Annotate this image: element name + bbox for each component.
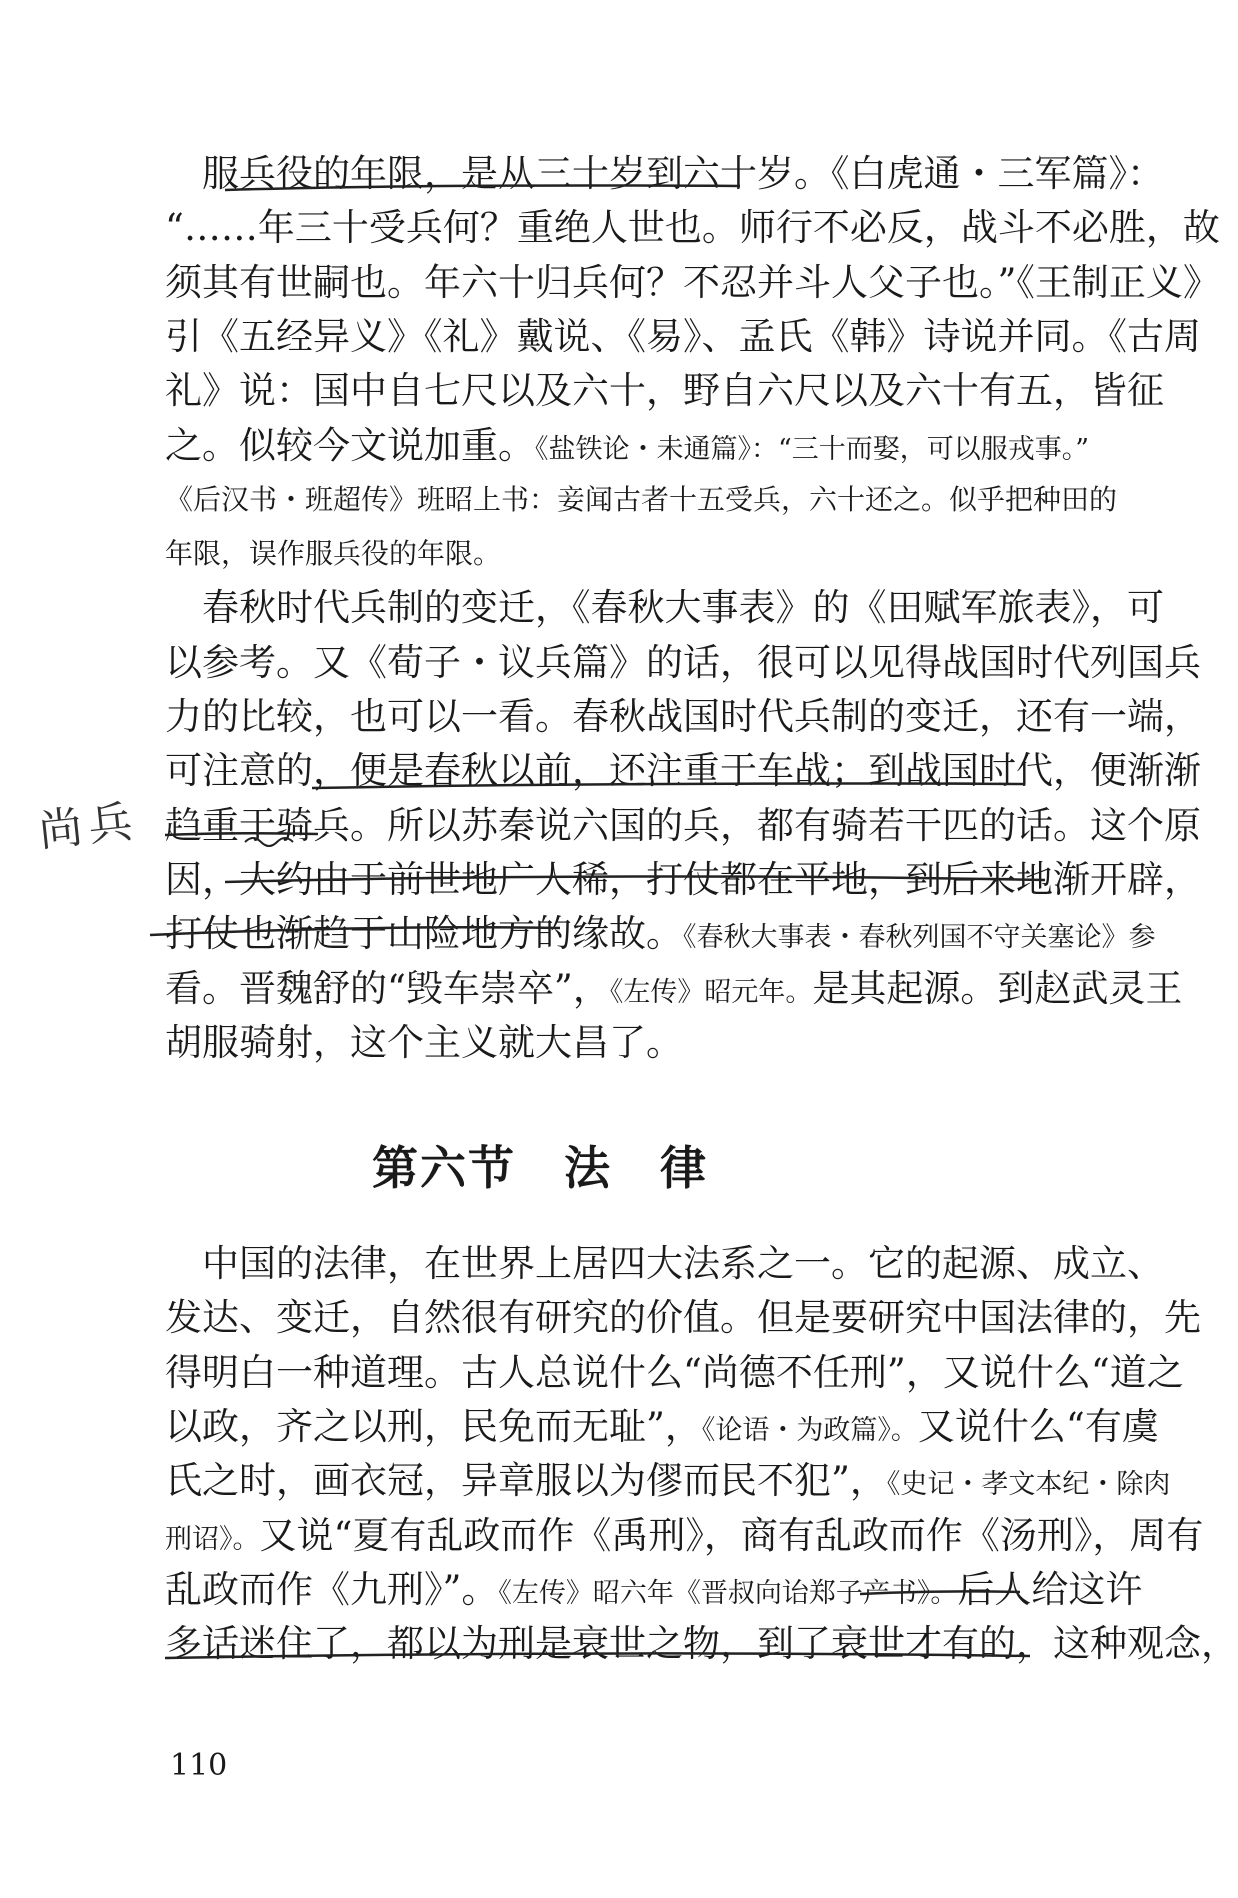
text-run: 得明白一种道理。古人总说什么“尚德不任刑”，又说什么“道之 [165, 1350, 1184, 1394]
text-run: 春秋时代兵制的变迁，《春秋大事表》的《田赋军旅表》，可 [165, 586, 1164, 630]
text-run: 后人给这许 [957, 1567, 1143, 1611]
text-run: 可注意的，便是春秋以前，还注重于车战；到战国时代，便渐渐 [165, 749, 1201, 793]
inline-note: 《论语・为政篇》。 [701, 1414, 918, 1446]
text-run: 又说“夏有乱政而作《禹刑》，商有乱政而作《汤刑》，周有 [259, 1513, 1204, 1557]
text-run: 须其有世嗣也。年六十归兵何？不忍并斗人父子也。”《王制正义》 [165, 260, 1220, 304]
text-line [165, 313, 1201, 361]
inline-note: 《史记・孝文本纪・除肉 [886, 1469, 1171, 1501]
handwritten-margin-note: 尚兵 [36, 795, 141, 858]
text-run: 之。似较今文说加重。 [165, 423, 535, 467]
text-line [165, 150, 1164, 198]
text-run: “……年三十受兵何？重绝人世也。师行不必反，战斗不必胜，故 [165, 206, 1220, 250]
text-run: 中国的法律，在世界上居四大法系之一。它的起源、成立、 [165, 1242, 1164, 1285]
text-line [165, 856, 1201, 904]
text-line [165, 1620, 1238, 1668]
text-line [165, 1403, 1159, 1451]
text-line [165, 1240, 1164, 1288]
text-run: 引《五经异义》《礼》戴说、《易》、孟氏《韩》诗说并同。《古周 [165, 314, 1201, 358]
text-line [165, 802, 1201, 850]
text-run: 服兵役的年限，是从三十岁到六十岁。《白虎通・三军篇》： [165, 152, 1164, 195]
text-line [165, 965, 1183, 1013]
inline-note: 《左传》昭元年。 [609, 976, 813, 1008]
text-run: 又说什么“有虞 [917, 1404, 1159, 1448]
text-run: 因，大约由于前世地广人稀，打仗都在平地，到后来地渐开辟， [165, 857, 1201, 901]
text-run: 《后汉书・班超传》班昭上书：妾闻古者十五受兵，六十还之。似乎把种田的 [165, 482, 1118, 516]
text-line [165, 1349, 1184, 1397]
text-line [165, 584, 1164, 632]
text-line [165, 422, 1090, 470]
text-run: 多话迷住了，都以为刑是衰世之物，到了衰世才有的，这种观念， [165, 1622, 1238, 1666]
text-run: 以政，齐之以刑，民免而无耻”， [165, 1404, 702, 1448]
text-run: 氏之时，画衣冠，异章服以为僇而民不犯”， [165, 1459, 887, 1503]
text-line [165, 476, 1118, 524]
text-line [165, 1512, 1204, 1560]
inline-note: 《盐铁论・未通篇》：“三十而娶，可以服戎事。” [535, 433, 1090, 465]
inline-note: 《春秋大事表・春秋列国不守关塞论》参 [683, 922, 1156, 954]
text-line [165, 693, 1201, 741]
text-line [165, 259, 1220, 307]
text-line [165, 530, 1015, 578]
text-line [165, 1019, 1015, 1067]
text-run: 打仗也渐趋于山险地方的缘故。 [165, 912, 683, 956]
text-run: 力的比较，也可以一看。春秋战国时代兵制的变迁，还有一端， [165, 695, 1201, 738]
text-line [165, 367, 1164, 415]
text-run: 以参考。又《荀子・议兵篇》的话，很可以见得战国时代列国兵 [165, 640, 1201, 684]
page-number: 110 [170, 1748, 228, 1783]
text-line [165, 1294, 1201, 1342]
text-run: 是其起源。到赵武灵王 [812, 966, 1183, 1010]
text-line [165, 1457, 1171, 1505]
text-run: 乱政而作《九刑》”。 [165, 1567, 499, 1611]
text-line [165, 204, 1220, 252]
inline-note: 刑诏》。 [165, 1523, 260, 1555]
text-run: 礼》说：国中自七尺以及六十，野自六尺以及六十有五，皆征 [165, 369, 1164, 413]
text-run: 胡服骑射，这个主义就大昌了。 [165, 1020, 683, 1064]
text-run: 趋重于骑兵。所以苏秦说六国的兵，都有骑若干匹的话。这个原 [165, 803, 1201, 847]
text-line [165, 747, 1201, 795]
text-run: 发达、变迁，自然很有研究的价值。但是要研究中国法律的，先 [165, 1296, 1201, 1340]
text-run: 年限，误作服兵役的年限。 [165, 537, 502, 571]
text-line [165, 639, 1201, 687]
text-line [165, 1566, 1143, 1614]
inline-note: 《左传》昭六年《晋叔向诒郑子产书》。 [498, 1577, 958, 1609]
section-heading: 第六节 法 律 [372, 1141, 708, 1195]
text-run: 看。晋魏舒的“毁车崇卒”， [165, 966, 610, 1010]
text-line [165, 910, 1156, 958]
